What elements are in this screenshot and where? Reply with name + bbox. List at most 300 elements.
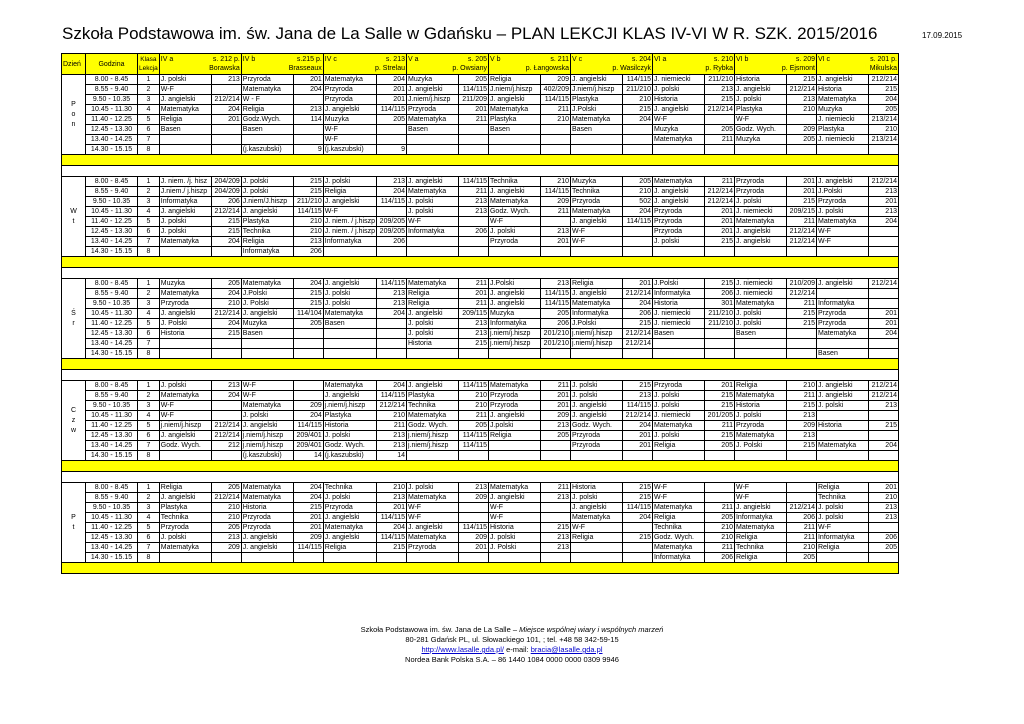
- header-row: [62, 54, 899, 75]
- room-cell: 206: [376, 237, 406, 247]
- room-cell: [704, 493, 734, 503]
- footer-website-link[interactable]: http://www.lasalle.gda.pl/: [421, 645, 505, 654]
- lesson-time: 14.30 - 15.15: [86, 451, 138, 461]
- subject-cell: Przyroda: [570, 441, 622, 451]
- room-cell: [868, 339, 898, 349]
- subject-cell: J. polski: [159, 381, 211, 391]
- class-room: [632, 55, 651, 64]
- subject-cell: J.Polski: [241, 289, 293, 299]
- subject-cell: [652, 339, 704, 349]
- subject-cell: j.niem/j.hiszp: [241, 441, 293, 451]
- subject-cell: W-F: [323, 207, 376, 217]
- subject-cell: Przyroda: [241, 523, 293, 533]
- subject-cell: [488, 135, 540, 145]
- subject-cell: J. polski: [652, 391, 704, 401]
- subject-cell: Technika: [816, 493, 868, 503]
- room-cell: 215: [293, 289, 323, 299]
- lesson-time: 8.55 - 9.40: [86, 493, 138, 503]
- header-class-3: [406, 54, 488, 75]
- blank-band: [62, 370, 899, 381]
- room-cell: 204: [211, 289, 241, 299]
- room-cell: 215: [376, 543, 406, 553]
- room-cell: 204: [211, 105, 241, 115]
- room-cell: 204: [211, 319, 241, 329]
- subject-cell: J. angielski: [488, 411, 540, 421]
- subject-cell: J.Polski: [570, 105, 622, 115]
- subject-cell: Religia: [734, 381, 786, 391]
- subject-cell: Religia: [488, 431, 540, 441]
- lesson-time: 9.50 - 10.35: [86, 95, 138, 105]
- room-cell: 211/210: [704, 319, 734, 329]
- room-cell: 211: [458, 411, 488, 421]
- subject-cell: Matematyka: [488, 197, 540, 207]
- subject-cell: Basen: [241, 329, 293, 339]
- subject-cell: J. angielski: [241, 309, 293, 319]
- class-name: VI b: [735, 56, 749, 63]
- class-room: [714, 55, 733, 64]
- subject-cell: J. angielski: [570, 503, 622, 513]
- room-cell: [293, 135, 323, 145]
- class-room: [550, 55, 569, 64]
- room-cell: 205: [786, 135, 816, 145]
- subject-cell: W-F: [488, 513, 540, 523]
- room-cell: [293, 329, 323, 339]
- room-cell: 215: [622, 381, 652, 391]
- subject-cell: W-F: [734, 493, 786, 503]
- lesson-row: [62, 145, 899, 155]
- class-name: V b: [489, 56, 501, 63]
- subject-cell: Basen: [159, 125, 211, 135]
- room-cell: 210: [211, 503, 241, 513]
- subject-cell: [323, 339, 376, 349]
- day-letter: z: [71, 416, 76, 424]
- room-cell: 215: [868, 421, 898, 431]
- subject-cell: Historia: [816, 421, 868, 431]
- timetable-grid: [61, 53, 899, 574]
- subject-cell: Historia: [734, 401, 786, 411]
- header-time: Godzina: [86, 54, 138, 75]
- subject-cell: Matematyka: [406, 411, 458, 421]
- lesson-row: [62, 135, 899, 145]
- room-cell: [868, 299, 898, 309]
- subject-cell: (j.kaszubski): [241, 145, 293, 155]
- room-cell: 210: [868, 493, 898, 503]
- day-letter: t: [72, 523, 75, 531]
- lesson-row: [62, 187, 899, 197]
- subject-cell: Religia: [816, 543, 868, 553]
- room-cell: 9: [293, 145, 323, 155]
- room-cell: 213: [786, 411, 816, 421]
- room-cell: [376, 207, 406, 217]
- lesson-time: 14.30 - 15.15: [86, 145, 138, 155]
- room-cell: 205: [211, 483, 241, 493]
- subject-cell: J. polski: [406, 319, 458, 329]
- room-cell: 213/214: [868, 135, 898, 145]
- subject-cell: J. angielski: [241, 543, 293, 553]
- subject-cell: [734, 349, 786, 359]
- room-cell: [868, 451, 898, 461]
- room-cell: 204: [868, 95, 898, 105]
- room-cell: 211: [458, 279, 488, 289]
- subject-cell: [159, 553, 211, 563]
- room-cell: 201: [540, 401, 570, 411]
- lesson-number: 4: [138, 309, 160, 319]
- room-cell: 215: [211, 227, 241, 237]
- subject-cell: J. polski: [159, 75, 211, 85]
- subject-cell: j.niem/j.hiszp: [488, 339, 540, 349]
- room-cell: 204: [622, 421, 652, 431]
- subject-cell: Historia: [816, 85, 868, 95]
- lesson-row: [62, 391, 899, 401]
- lesson-row: [62, 339, 899, 349]
- subject-cell: J. angielski: [816, 391, 868, 401]
- room-cell: [458, 349, 488, 359]
- room-cell: 211/210: [704, 309, 734, 319]
- subject-cell: Przyroda: [488, 237, 540, 247]
- room-cell: 209: [458, 493, 488, 503]
- subject-cell: Matematyka: [406, 533, 458, 543]
- subject-cell: W - F: [241, 95, 293, 105]
- room-cell: 201: [458, 289, 488, 299]
- subject-cell: Technika: [323, 483, 376, 493]
- room-cell: 212/214: [704, 187, 734, 197]
- subject-cell: j.niem/j.hiszp: [406, 441, 458, 451]
- room-cell: 201: [704, 381, 734, 391]
- room-cell: [540, 125, 570, 135]
- subject-cell: J. angielski: [488, 187, 540, 197]
- subject-cell: J. polski: [241, 411, 293, 421]
- room-cell: [211, 85, 241, 95]
- day-label: [62, 279, 86, 359]
- subject-cell: J. angielski: [406, 381, 458, 391]
- subject-cell: J. polski: [816, 513, 868, 523]
- lesson-time: 11.40 - 12.25: [86, 115, 138, 125]
- room-cell: 210: [540, 115, 570, 125]
- subject-cell: Matematyka: [323, 309, 376, 319]
- room-cell: [786, 115, 816, 125]
- lesson-time: 11.40 - 12.25: [86, 319, 138, 329]
- subject-cell: J.niem/j.hiszp: [488, 85, 540, 95]
- room-cell: [458, 513, 488, 523]
- room-cell: 215: [293, 177, 323, 187]
- date-stamp: 17.09.2015: [922, 31, 963, 40]
- room-cell: 114/115: [376, 197, 406, 207]
- room-cell: 201: [293, 513, 323, 523]
- room-cell: 212/214: [786, 503, 816, 513]
- room-cell: 201: [376, 503, 406, 513]
- lesson-number: 4: [138, 207, 160, 217]
- subject-cell: J. polski: [488, 533, 540, 543]
- room-cell: 9: [376, 145, 406, 155]
- subject-cell: Przyroda: [570, 431, 622, 441]
- footer-email-link[interactable]: bracia@lasalle.gda.pl: [530, 645, 603, 654]
- subject-cell: j.niem/j.hiszp: [159, 421, 211, 431]
- subject-cell: J. polski: [734, 411, 786, 421]
- subject-cell: Plastyka: [734, 105, 786, 115]
- subject-cell: Religia: [159, 115, 211, 125]
- separator-row: [62, 563, 899, 574]
- room-cell: 114/115: [293, 207, 323, 217]
- lesson-number: 7: [138, 135, 160, 145]
- header-class-5: [570, 54, 652, 75]
- subject-cell: Religia: [406, 289, 458, 299]
- room-cell: 215: [704, 391, 734, 401]
- lesson-row: [62, 309, 899, 319]
- room-cell: 201: [458, 543, 488, 553]
- room-cell: 215: [704, 431, 734, 441]
- lesson-row: [62, 401, 899, 411]
- timetable: [61, 53, 899, 574]
- lesson-row: [62, 227, 899, 237]
- room-cell: [786, 349, 816, 359]
- subject-cell: J. polski: [406, 483, 458, 493]
- lesson-number: 8: [138, 145, 160, 155]
- room-cell: 205: [786, 553, 816, 563]
- subject-cell: J. angielski: [816, 177, 868, 187]
- room-cell: 204/209: [211, 187, 241, 197]
- room-cell: 211/210: [293, 197, 323, 207]
- room-cell: 213: [540, 543, 570, 553]
- room-cell: [786, 329, 816, 339]
- room-cell: 206: [458, 227, 488, 237]
- room-cell: [868, 289, 898, 299]
- subject-cell: J. angielski: [652, 187, 704, 197]
- subject-cell: [241, 339, 293, 349]
- subject-cell: Matematyka: [570, 115, 622, 125]
- lesson-row: [62, 279, 899, 289]
- class-room-number: s. 212: [212, 56, 232, 63]
- subject-cell: W-F: [406, 217, 458, 227]
- subject-cell: Matematyka: [734, 217, 786, 227]
- lesson-time: 8.00 - 8.45: [86, 381, 138, 391]
- subject-cell: Muzyka: [816, 105, 868, 115]
- room-cell: 114/115: [458, 523, 488, 533]
- day-letter: Ś: [71, 309, 76, 317]
- subject-cell: [734, 451, 786, 461]
- class-room: [468, 55, 487, 64]
- lesson-number: 3: [138, 197, 160, 207]
- separator-band-4: [62, 461, 899, 472]
- room-cell: 201/210: [540, 339, 570, 349]
- room-cell: [704, 247, 734, 257]
- room-cell: 206: [293, 247, 323, 257]
- subject-cell: J. polski: [159, 227, 211, 237]
- subject-cell: J. Polski: [488, 543, 540, 553]
- lesson-number: 8: [138, 553, 160, 563]
- subject-cell: Godz. Wych.: [159, 441, 211, 451]
- subject-cell: [652, 451, 704, 461]
- subject-cell: Matematyka: [241, 493, 293, 503]
- room-cell: 114/115: [376, 513, 406, 523]
- subject-cell: J. polski: [734, 319, 786, 329]
- lesson-row: [62, 513, 899, 523]
- room-cell: 206: [211, 197, 241, 207]
- lesson-time: 8.00 - 8.45: [86, 75, 138, 85]
- lesson-row: [62, 421, 899, 431]
- room-cell: 201: [868, 483, 898, 493]
- subject-cell: J. angielski: [488, 289, 540, 299]
- subject-cell: [323, 349, 376, 359]
- subject-cell: Przyroda: [488, 401, 540, 411]
- subject-cell: W-F: [488, 217, 540, 227]
- subject-cell: Matematyka: [816, 95, 868, 105]
- room-cell: 114/115: [622, 217, 652, 227]
- room-cell: 215: [211, 217, 241, 227]
- class-room-number: s. 209: [795, 56, 815, 63]
- subject-cell: [241, 553, 293, 563]
- subject-cell: J. niemiecki: [816, 135, 868, 145]
- room-cell: 204: [376, 75, 406, 85]
- room-cell: 209/401: [293, 441, 323, 451]
- subject-cell: Przyroda: [323, 503, 376, 513]
- subject-cell: Muzyka: [652, 125, 704, 135]
- room-cell: 206: [704, 553, 734, 563]
- subject-cell: [323, 247, 376, 257]
- subject-cell: Godz. Wych.: [406, 421, 458, 431]
- room-cell: 114/115: [458, 381, 488, 391]
- subject-cell: W-F: [652, 115, 704, 125]
- subject-cell: Matematyka: [323, 75, 376, 85]
- room-cell: 14: [293, 451, 323, 461]
- subject-cell: Matematyka: [241, 279, 293, 289]
- room-cell: 212/214: [376, 401, 406, 411]
- lesson-time: 8.00 - 8.45: [86, 177, 138, 187]
- room-cell: [622, 543, 652, 553]
- lesson-row: [62, 543, 899, 553]
- subject-cell: J. angielski: [488, 493, 540, 503]
- room-cell: [293, 391, 323, 401]
- room-cell: 213: [868, 207, 898, 217]
- room-cell: [704, 483, 734, 493]
- subject-cell: Matematyka: [734, 299, 786, 309]
- header-class-1: [241, 54, 323, 75]
- room-cell: 201: [622, 279, 652, 289]
- class-room-number: s. 204: [631, 56, 651, 63]
- subject-cell: J. angielski: [816, 381, 868, 391]
- lesson-row: [62, 115, 899, 125]
- blank-row: [62, 472, 899, 483]
- lesson-number: 4: [138, 411, 160, 421]
- subject-cell: J. angielski: [323, 391, 376, 401]
- room-cell: 212/214: [622, 329, 652, 339]
- lesson-number: 3: [138, 299, 160, 309]
- subject-cell: [570, 135, 622, 145]
- subject-cell: Przyroda: [652, 217, 704, 227]
- subject-cell: Informatyka: [652, 553, 704, 563]
- room-cell: 213: [211, 533, 241, 543]
- room-cell: 114/104: [293, 309, 323, 319]
- lesson-number: 5: [138, 421, 160, 431]
- room-cell: [622, 135, 652, 145]
- day-label: [62, 483, 86, 563]
- lesson-number: 2: [138, 493, 160, 503]
- subject-cell: J. angielski: [570, 289, 622, 299]
- subject-cell: Technika: [652, 523, 704, 533]
- lesson-number: 5: [138, 319, 160, 329]
- subject-cell: Informatyka: [488, 319, 540, 329]
- lesson-number: 1: [138, 483, 160, 493]
- room-cell: 213: [458, 329, 488, 339]
- subject-cell: Plastyka: [406, 391, 458, 401]
- room-cell: 211: [540, 381, 570, 391]
- room-cell: [376, 319, 406, 329]
- subject-cell: W-F: [734, 483, 786, 493]
- subject-cell: J. polski: [816, 401, 868, 411]
- room-cell: 213: [211, 75, 241, 85]
- room-cell: 204: [622, 207, 652, 217]
- subject-cell: J. polski: [734, 309, 786, 319]
- lesson-number: 8: [138, 349, 160, 359]
- subject-cell: J. angielski: [652, 105, 704, 115]
- subject-cell: [406, 237, 458, 247]
- room-cell: [211, 349, 241, 359]
- room-cell: 213: [540, 421, 570, 431]
- room-cell: 215: [786, 441, 816, 451]
- room-cell: [211, 553, 241, 563]
- blank-band: [62, 166, 899, 177]
- subject-cell: Technika: [488, 177, 540, 187]
- room-cell: 211: [786, 533, 816, 543]
- subject-cell: (j.kaszubski): [241, 451, 293, 461]
- subject-cell: Plastyka: [241, 217, 293, 227]
- subject-cell: W-F: [406, 513, 458, 523]
- subject-cell: J. Polski: [159, 319, 211, 329]
- room-cell: 201: [622, 441, 652, 451]
- room-cell: 211: [458, 299, 488, 309]
- lesson-number: 3: [138, 503, 160, 513]
- room-cell: 213: [540, 227, 570, 237]
- subject-cell: J. angielski: [241, 207, 293, 217]
- subject-cell: [406, 349, 458, 359]
- lesson-number: 6: [138, 125, 160, 135]
- room-cell: 210: [458, 391, 488, 401]
- room-cell: 213: [786, 431, 816, 441]
- room-cell: [868, 145, 898, 155]
- day-letter: W: [70, 207, 77, 215]
- subject-cell: J.polski: [488, 421, 540, 431]
- room-cell: [622, 523, 652, 533]
- subject-cell: J. Polski: [734, 441, 786, 451]
- subject-cell: [816, 247, 868, 257]
- room-cell: 215: [786, 401, 816, 411]
- room-cell: 211: [376, 421, 406, 431]
- footer-bank: Nordea Bank Polska S.A. – 86 1440 1084 0000 0000 0309 9946: [405, 655, 619, 664]
- page-title: Szkoła Podstawowa im. św. Jana de La Salle w Gdańsku – PLAN LEKCJI KLAS IV-VI W R. SZK. 2015/2016: [62, 24, 878, 43]
- subject-cell: Religia: [652, 441, 704, 451]
- subject-cell: Matematyka: [406, 493, 458, 503]
- subject-cell: J. polski: [570, 381, 622, 391]
- room-cell: 204: [211, 391, 241, 401]
- room-cell: [540, 503, 570, 513]
- subject-cell: Historia: [241, 503, 293, 513]
- lesson-number: 5: [138, 115, 160, 125]
- subject-cell: [816, 145, 868, 155]
- subject-cell: Godz. Wych.: [488, 207, 540, 217]
- room-cell: 209/205: [376, 227, 406, 237]
- day-letter: P: [71, 513, 76, 521]
- class-teacher: p. Łangowska: [525, 65, 569, 72]
- subject-cell: J. Polski: [241, 299, 293, 309]
- room-cell: [540, 441, 570, 451]
- subject-cell: J. angielski: [734, 237, 786, 247]
- subject-cell: J.niem./ j.hiszp: [159, 187, 211, 197]
- room-cell: 209: [293, 401, 323, 411]
- day-label: [62, 75, 86, 155]
- room-cell: [704, 349, 734, 359]
- room-cell: [458, 145, 488, 155]
- room-cell: 201: [622, 431, 652, 441]
- room-cell: 204: [376, 523, 406, 533]
